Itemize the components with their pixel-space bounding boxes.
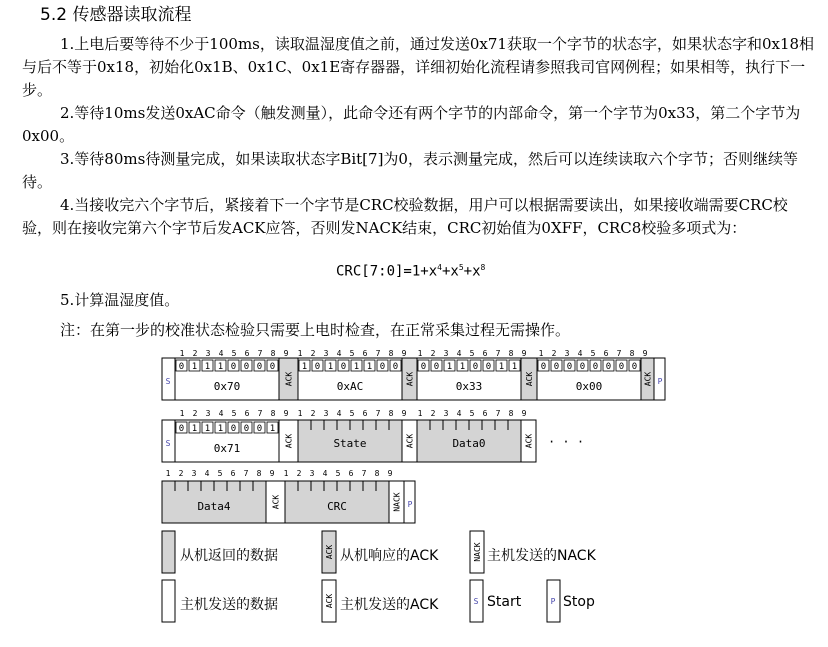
row2-ticks-2: 6 (362, 409, 368, 418)
row1-start-label: S (165, 377, 171, 386)
legend-slave-ack: 从机响应的ACK (340, 548, 439, 564)
legend-swatch-slave-data (162, 531, 175, 573)
bit-value: 1 (217, 424, 224, 434)
step-2: 2.等待10ms发送0xAC命令（触发测量），此命令还有两个字节的内部命令，第一个字节为0x33，第二个字节为0x00。 (22, 104, 801, 145)
bit-value: 1 (204, 424, 211, 434)
bit-value: 0 (256, 362, 263, 372)
bit-value: 0 (379, 362, 386, 372)
step-4: 4.当接收完六个字节后，紧接着下一个字节是CRC校验数据，用户可以根据需要读出，如果接收端需要CRC校验，则在接收完第六个字节后发ACK应答，否则发NACK结束，CRC初始值为0XFF，CRC8校验多项式为： (22, 196, 788, 237)
bit-value: 0 (178, 362, 185, 372)
bit-value: 0 (485, 362, 492, 372)
row1-byte-1 (298, 358, 402, 400)
legend-swatch-master-ack-label: ACK (325, 593, 334, 609)
row1-ticks-2: 4 (336, 349, 342, 358)
row1-ticks-1: 5 (231, 349, 237, 358)
row1-ack-3-label: ACK (643, 371, 653, 387)
bit-value: 0 (314, 362, 321, 372)
row1-byte-label-3: 0x00 (575, 380, 603, 393)
row1-ack-0-label: ACK (284, 371, 294, 387)
row2-addr-label: 0x71 (213, 442, 241, 455)
bit-value: 0 (631, 362, 638, 372)
bit-value: 0 (592, 362, 599, 372)
legend-swatch-stop-label: P (550, 597, 556, 606)
bit-value: 0 (230, 362, 237, 372)
legend-slave-data: 从机返回的数据 (180, 548, 278, 564)
row1-ticks-2: 8 (388, 349, 394, 358)
row3-ticks-2: 1 (283, 469, 289, 478)
row3-nack-label: NACK (392, 492, 402, 512)
row1-ticks-2: 6 (362, 349, 368, 358)
section-title: 5.2 传感器读取流程 (40, 5, 192, 25)
row3-ticks-1: 2 (178, 469, 184, 478)
bit-value: 0 (269, 362, 276, 372)
row2-ticks-2: 3 (323, 409, 329, 418)
bit-value: 0 (178, 424, 185, 434)
row2-ticks-1: 8 (270, 409, 276, 418)
bit-value: 1 (327, 362, 334, 372)
legend-swatch-master-data (162, 580, 175, 622)
row2-ticks-1: 9 (283, 409, 289, 418)
row2-ticks-2: 7 (375, 409, 381, 418)
row2-ticks-3: 8 (508, 409, 514, 418)
row1-ticks-4: 4 (577, 349, 583, 358)
row1-ticks-2: 9 (401, 349, 407, 358)
row2-ticks-1: 4 (218, 409, 224, 418)
bit-value: 1 (366, 362, 373, 372)
row1-ticks-2: 1 (297, 349, 303, 358)
row1-byte-label-0: 0x70 (213, 380, 241, 393)
row1-ticks-1: 3 (205, 349, 211, 358)
row3-ticks-2: 6 (348, 469, 354, 478)
row1-ticks-1: 2 (192, 349, 198, 358)
row2-ticks-3: 7 (495, 409, 501, 418)
bit-value: 1 (217, 362, 224, 372)
bit-value: 1 (191, 424, 198, 434)
row2-ticks-2: 9 (401, 409, 407, 418)
row3-ticks-2: 2 (296, 469, 302, 478)
row1-ticks-4: 3 (564, 349, 570, 358)
row3-ticks-2: 3 (309, 469, 315, 478)
row1-ticks-3: 2 (430, 349, 436, 358)
row1-ticks-3: 3 (443, 349, 449, 358)
row2-state-label: State (333, 437, 367, 450)
row1-ticks-2: 5 (349, 349, 355, 358)
crc-formula: $CRC[7:0]=1+x^4+x^5+x^8$ (336, 263, 486, 280)
row3-ticks-2: 7 (361, 469, 367, 478)
bit-value: 0 (605, 362, 612, 372)
bit-value: 1 (269, 424, 276, 434)
bit-value: 0 (540, 362, 547, 372)
legend-stop: Stop (563, 594, 595, 610)
row2-ellipsis: · · · (547, 435, 585, 449)
bit-value: 0 (243, 424, 250, 434)
row1-ticks-2: 2 (310, 349, 316, 358)
row2-ack-0-label: ACK (284, 433, 294, 449)
row2-ack-2-label: ACK (524, 433, 534, 449)
row2-ticks-3: 6 (482, 409, 488, 418)
legend-start: Start (487, 594, 522, 610)
legend-master-nack: 主机发送的NACK (487, 548, 596, 564)
row2-ack-1-label: ACK (405, 433, 415, 449)
row2-ticks-2: 1 (297, 409, 303, 418)
bit-value: 0 (256, 424, 263, 434)
row1-byte-0 (175, 358, 279, 400)
bit-value: 1 (459, 362, 466, 372)
row2-ticks-1: 7 (257, 409, 263, 418)
row1-ticks-4: 6 (603, 349, 609, 358)
legend-swatch-slave-ack-label: ACK (325, 544, 334, 560)
row2-ticks-2: 4 (336, 409, 342, 418)
row1-ticks-3: 8 (508, 349, 514, 358)
step-1: 1.上电后要等待不少于100ms，读取温湿度值之前，通过发送0x71获取一个字节的状态字，如果状态字和0x18相与后不等于0x18，初始化0x1B、0x1C、0x1E寄存器器，详细初始化流程请参照我司官网例程；如果相等，执行下一步。 (22, 35, 815, 99)
row2-ticks-3: 4 (456, 409, 462, 418)
row2-ticks-3: 2 (430, 409, 436, 418)
bit-value: 0 (566, 362, 573, 372)
bit-value: 0 (433, 362, 440, 372)
row3-ticks-1: 8 (256, 469, 262, 478)
row1-ticks-3: 1 (417, 349, 423, 358)
row1-ticks-1: 6 (244, 349, 250, 358)
bit-value: 0 (392, 362, 399, 372)
bit-value: 0 (420, 362, 427, 372)
bit-value: 1 (301, 362, 308, 372)
bit-value: 0 (579, 362, 586, 372)
row1-ticks-3: 7 (495, 349, 501, 358)
row3-ticks-1: 9 (269, 469, 275, 478)
row1-ticks-4: 8 (629, 349, 635, 358)
row2-ticks-3: 9 (521, 409, 527, 418)
row1-ticks-1: 1 (179, 349, 185, 358)
row1-ticks-3: 9 (521, 349, 527, 358)
bit-value: 0 (553, 362, 560, 372)
bit-value: 1 (204, 362, 211, 372)
legend-swatch-master-nack-label: NACK (473, 542, 482, 562)
row3-ticks-1: 5 (217, 469, 223, 478)
row2-start-label: S (165, 439, 171, 448)
row1-ticks-1: 9 (283, 349, 289, 358)
note: 注：在第一步的校准状态检验只需要上电时检查，在正常采集过程无需操作。 (60, 321, 571, 339)
row1-ticks-4: 9 (642, 349, 648, 358)
legend-master-data: 主机发送的数据 (180, 597, 278, 613)
row1-byte-label-1: 0xAC (336, 380, 364, 393)
row1-ticks-2: 7 (375, 349, 381, 358)
row1-byte-2 (417, 358, 521, 400)
row3-crc-label: CRC (327, 500, 347, 513)
bit-value: 0 (243, 362, 250, 372)
row2-ticks-2: 2 (310, 409, 316, 418)
row1-ticks-2: 3 (323, 349, 329, 358)
row1-ticks-4: 5 (590, 349, 596, 358)
step-3: 3.等待80ms待测量完成，如果读取状态字Bit[7]为0，表示测量完成，然后可以连续读取六个字节；否则继续等待。 (22, 150, 798, 191)
bit-value: 0 (618, 362, 625, 372)
row3-ticks-1: 3 (191, 469, 197, 478)
row3-data4-label: Data4 (197, 500, 231, 513)
row2-data0-label: Data0 (452, 437, 486, 450)
row2-ticks-3: 5 (469, 409, 475, 418)
row1-byte-3 (537, 358, 641, 400)
bit-value: 1 (353, 362, 360, 372)
bit-value: 1 (498, 362, 505, 372)
row3-ticks-2: 5 (335, 469, 341, 478)
row3-stop-label: P (407, 500, 413, 509)
row3-ticks-1: 7 (243, 469, 249, 478)
row2-addr-byte (175, 420, 279, 462)
row2-ticks-2: 8 (388, 409, 394, 418)
bit-value: 1 (446, 362, 453, 372)
row1-byte-label-2: 0x33 (455, 380, 483, 393)
row3-ack-label: ACK (271, 494, 281, 510)
legend-swatch-start-label: S (473, 597, 479, 606)
step-5: 5.计算温湿度值。 (60, 291, 180, 309)
bit-value: 0 (472, 362, 479, 372)
row1-ticks-4: 1 (538, 349, 544, 358)
row1-stop-label: P (657, 377, 663, 386)
row2-ticks-1: 2 (192, 409, 198, 418)
row1-ticks-1: 7 (257, 349, 263, 358)
row1-ticks-3: 6 (482, 349, 488, 358)
row2-ticks-3: 3 (443, 409, 449, 418)
row1-ticks-3: 4 (456, 349, 462, 358)
row1-ticks-4: 7 (616, 349, 622, 358)
bit-value: 0 (340, 362, 347, 372)
row2-ticks-1: 5 (231, 409, 237, 418)
row2-ticks-1: 1 (179, 409, 185, 418)
bit-value: 0 (230, 424, 237, 434)
bit-value: 1 (511, 362, 518, 372)
row1-ticks-3: 5 (469, 349, 475, 358)
row3-ticks-2: 8 (374, 469, 380, 478)
row2-ticks-2: 5 (349, 409, 355, 418)
row3-ticks-1: 4 (204, 469, 210, 478)
row1-ticks-4: 2 (551, 349, 557, 358)
row1-ack-1-label: ACK (405, 371, 415, 387)
row3-ticks-1: 6 (230, 469, 236, 478)
row1-ticks-1: 8 (270, 349, 276, 358)
row2-ticks-1: 6 (244, 409, 250, 418)
row3-ticks-2: 4 (322, 469, 328, 478)
row2-ticks-1: 3 (205, 409, 211, 418)
bit-value: 1 (191, 362, 198, 372)
row1-ack-2-label: ACK (525, 371, 534, 387)
row2-ticks-3: 1 (417, 409, 423, 418)
legend-master-ack: 主机发送的ACK (340, 597, 439, 613)
row1-ticks-1: 4 (218, 349, 224, 358)
row3-ticks-1: 1 (165, 469, 171, 478)
row3-ticks-2: 9 (387, 469, 393, 478)
